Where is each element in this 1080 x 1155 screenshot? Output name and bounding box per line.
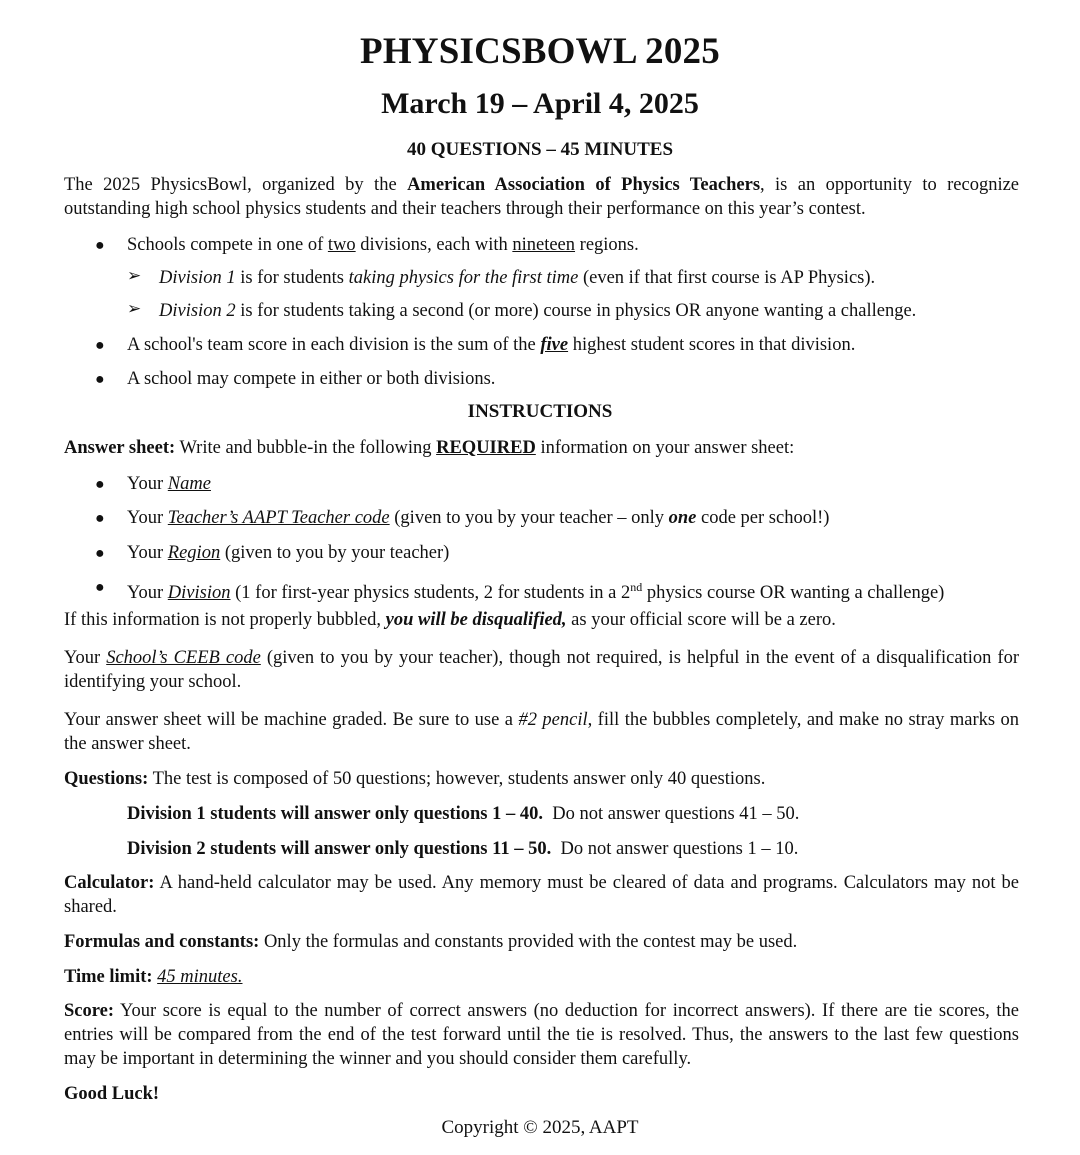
machine-graded-paragraph: Your answer sheet will be machine graded. Be sure to use a #2 pencil, fill the bubbles completely, and make no stray marks on the answer sheet. [64, 710, 1020, 754]
ceeb-code-paragraph: Your School’s CEEB code (given to you by your teacher), though not required, is helpful in the event of a disqualification for identifying your school. [64, 648, 1019, 692]
division-1-questions: Division 1 students will answer only questions 1 – 40. Do not answer questions 41 – 50. [127, 804, 800, 824]
bullet-icon: ● [95, 510, 105, 527]
answer-sheet-line: Answer sheet: Write and bubble-in the following REQUIRED information on your answer sheet: [64, 438, 795, 458]
contest-dates: March 19 – April 4, 2025 [381, 87, 699, 120]
divisions-bullet: Schools compete in one of two divisions, each with nineteen regions. [127, 235, 639, 255]
page-title: PHYSICSBOWL 2025 [360, 31, 720, 72]
required-division-item: Your Division (1 for first-year physics students, 2 for students in a 2nd physics course OR wanting a challenge) [127, 580, 945, 604]
bullet-icon: ● [95, 337, 105, 354]
intro-paragraph: The 2025 PhysicsBowl, organized by the American Association of Physics Teachers, is an opportunity to recognize outstanding high school physics students and their teachers through their performance on this year’s contest. [64, 175, 1020, 219]
instructions-heading: INSTRUCTIONS [467, 401, 613, 422]
required-name-item: Your Name [127, 474, 211, 494]
division-2-subbullet: Division 2 is for students taking a second (or more) course in physics OR anyone wanting a challenge. [159, 301, 917, 321]
division-2-questions: Division 2 students will answer only questions 11 – 50. Do not answer questions 1 – 10. [127, 839, 799, 859]
disqualification-warning: If this information is not properly bubbled, you will be disqualified, as your official score will be a zero. [64, 610, 836, 630]
bullet-icon: ● [95, 237, 105, 254]
bullet-icon: ● [95, 545, 105, 562]
required-teacher-code-item: Your Teacher’s AAPT Teacher code (given to you by your teacher – only one code per school!) [127, 508, 830, 528]
bullet-icon: ● [95, 371, 105, 388]
arrow-icon: ➢ [127, 299, 142, 318]
bullet-icon: ● [95, 579, 105, 596]
bullet-icon: ● [95, 476, 105, 493]
calculator-paragraph: Calculator: A hand-held calculator may be used. Any memory must be cleared of data and programs. Calculators may not be shared. [64, 873, 1019, 917]
division-1-subbullet: Division 1 is for students taking physics for the first time (even if that first course is AP Physics). [159, 268, 876, 288]
questions-line: Questions: The test is composed of 50 questions; however, students answer only 40 questions. [64, 769, 766, 789]
copyright-notice: Copyright © 2025, AAPT [441, 1117, 639, 1138]
score-paragraph: Score: Your score is equal to the number of correct answers (no deduction for incorrect answers). If there are tie scores, the entries will be compared from the end of the test forward until the tie is resolved. Thus, the answers to the last few questions may be important in determining the winner and you should consider them carefully. [64, 1001, 1019, 1069]
time-limit-line: Time limit: 45 minutes. [64, 967, 243, 987]
both-divisions-bullet: A school may compete in either or both divisions. [127, 369, 496, 389]
good-luck: Good Luck! [64, 1084, 160, 1104]
team-score-bullet: A school's team score in each division is the sum of the five highest student scores in that division. [127, 335, 856, 355]
required-region-item: Your Region (given to you by your teacher) [127, 543, 450, 563]
formulas-line: Formulas and constants: Only the formulas and constants provided with the contest may be used. [64, 932, 798, 952]
arrow-icon: ➢ [127, 266, 142, 285]
question-count: 40 QUESTIONS – 45 MINUTES [406, 139, 674, 160]
